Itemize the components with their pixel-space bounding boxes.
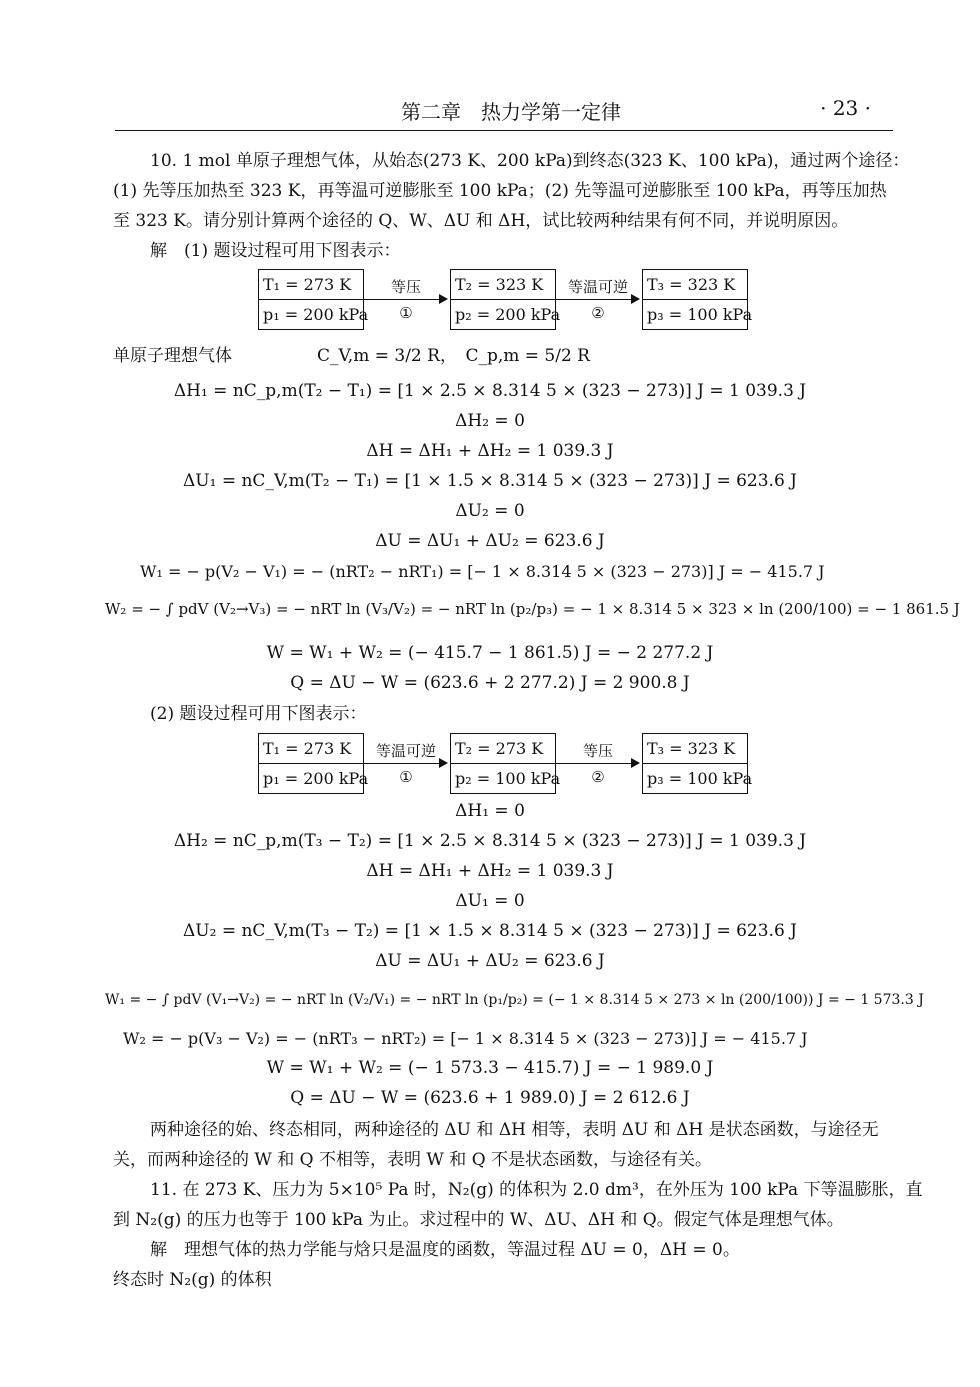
equation: ΔH₂ = 0 (455, 411, 525, 431)
arrow-line (364, 763, 440, 764)
diagram1-state-1 (258, 269, 369, 330)
diagram1-state-3 (642, 269, 753, 330)
step-label: 等压 (582, 742, 613, 760)
equation: ΔH = ΔH₁ + ΔH₂ = 1 039.3 J (366, 441, 614, 461)
diagram2-state-3 (642, 733, 753, 794)
diagram1-step-2-arrow (556, 269, 640, 329)
diagram1-step-1-arrow (364, 269, 448, 329)
arrow-line (364, 299, 440, 300)
state-temperature: T₃ = 323 K (647, 275, 736, 294)
problem-10-line-3: 至 323 K。请分别计算两个途径的 Q、W、ΔU 和 ΔH，试比较两种结果有何不同，并说明原因。 (113, 211, 849, 231)
chapter-title: 第二章 热力学第一定律 (401, 100, 621, 124)
equation: ΔU = ΔU₁ + ΔU₂ = 623.6 J (375, 531, 605, 551)
arrow-line (556, 299, 632, 300)
equation: ΔH₂ = nC_p,m(T₃ − T₂) = [1 × 2.5 × 8.314 5 × (323 − 273)] J = 1 039.3 J (173, 831, 807, 851)
state-temperature: T₂ = 273 K (455, 739, 544, 758)
state-pressure: p₂ = 200 kPa (451, 299, 555, 329)
page-number: · 23 · (820, 96, 871, 120)
final-volume-line: 终态时 N₂(g) 的体积 (113, 1270, 272, 1290)
problem-11-line-2: 到 N₂(g) 的压力也等于 100 kPa 为止。求过程中的 W、ΔU、ΔH 和 Q。假定气体是理想气体。 (113, 1210, 844, 1230)
arrow-head-icon (631, 294, 640, 304)
problem-10-line-2: (1) 先等压加热至 323 K，再等温可逆膨胀至 100 kPa；(2) 先等温可逆膨胀至 100 kPa，再等压加热 (113, 181, 887, 201)
equation: W₂ = − p(V₃ − V₂) = − (nRT₃ − nRT₂) = [− 1 × 8.314 5 × (323 − 273)] J = − 415.7 J (123, 1029, 808, 1048)
equation: W = W₁ + W₂ = (− 415.7 − 1 861.5) J = − 2 277.2 J (266, 643, 714, 663)
equation: ΔU₂ = 0 (455, 501, 525, 521)
solution-part-2-intro: (2) 题设过程可用下图表示： (150, 704, 367, 724)
equation: W₁ = − ∫ pdV (V₁→V₂) = − nRT ln (V₂/V₁) = − nRT ln (p₁/p₂) = (− 1 × 8.314 5 × 273 × ln (200/100)) J = − 1 573.3 J (105, 992, 924, 1008)
diagram2-state-1 (258, 733, 369, 794)
state-pressure: p₃ = 100 kPa (643, 299, 747, 329)
equation: ΔH₁ = nC_p,m(T₂ − T₁) = [1 × 2.5 × 8.314 5 × (323 − 273)] J = 1 039.3 J (173, 381, 807, 401)
arrow-head-icon (439, 294, 448, 304)
equation: Q = ΔU − W = (623.6 + 1 989.0) J = 2 612.6 J (290, 1088, 690, 1108)
problem-10-line-1: 10. 1 mol 单原子理想气体，从始态(273 K、200 kPa)到终态(323 K、100 kPa)，通过两个途径： (150, 151, 910, 171)
state-temperature: T₂ = 323 K (455, 275, 544, 294)
solution-part-1-intro: 解 (1) 题设过程可用下图表示： (150, 241, 401, 261)
state-pressure: p₁ = 200 kPa (259, 763, 363, 793)
step-number: ② (591, 304, 605, 322)
step-number: ① (399, 768, 413, 786)
equation: W₂ = − ∫ pdV (V₂→V₃) = − nRT ln (V₃/V₂) = − nRT ln (p₂/p₃) = − 1 × 8.314 5 × 323 × ln (200/100) = − 1 861.5 J (105, 600, 960, 618)
conclusion-line-2: 关，而两种途径的 W 和 Q 不相等，表明 W 和 Q 不是状态函数，与途径有关。 (113, 1150, 713, 1170)
equation: ΔU₂ = nC_V,m(T₃ − T₂) = [1 × 1.5 × 8.314 5 × (323 − 273)] J = 623.6 J (183, 921, 797, 941)
step-label: 等压 (390, 278, 421, 296)
arrow-head-icon (439, 758, 448, 768)
heat-capacity-line: 单原子理想气体 C_V,m = 3/2 R， C_p,m = 5/2 R (113, 346, 590, 366)
diagram2-state-2 (450, 733, 561, 794)
solution-11-line: 解 理想气体的热力学能与焓只是温度的函数，等温过程 ΔU = 0，ΔH = 0。 (150, 1240, 740, 1260)
diagram2-step-1-arrow (364, 733, 448, 793)
equation: ΔH = ΔH₁ + ΔH₂ = 1 039.3 J (366, 861, 614, 881)
diagram2-step-2-arrow (556, 733, 640, 793)
equation: ΔU₁ = 0 (455, 891, 525, 911)
diagram1-state-2 (450, 269, 561, 330)
equation: ΔU₁ = nC_V,m(T₂ − T₁) = [1 × 1.5 × 8.314 5 × (323 − 273)] J = 623.6 J (183, 471, 797, 491)
problem-11-line-1: 11. 在 273 K、压力为 5×10⁵ Pa 时，N₂(g) 的体积为 2.0 dm³，在外压为 100 kPa 下等温膨胀，直 (150, 1180, 923, 1200)
step-label: 等温可逆 (375, 742, 436, 760)
equation: Q = ΔU − W = (623.6 + 2 277.2) J = 2 900.8 J (290, 673, 690, 693)
step-number: ② (591, 768, 605, 786)
running-header (115, 96, 893, 131)
equation: W = W₁ + W₂ = (− 1 573.3 − 415.7) J = − 1 989.0 J (266, 1058, 714, 1078)
state-pressure: p₁ = 200 kPa (259, 299, 363, 329)
state-temperature: T₁ = 273 K (263, 275, 352, 294)
conclusion-line-1: 两种途径的始、终态相同，两种途径的 ΔU 和 ΔH 相等，表明 ΔU 和 ΔH 是状态函数，与途径无 (150, 1120, 879, 1140)
equation: ΔH₁ = 0 (455, 801, 525, 821)
arrow-head-icon (631, 758, 640, 768)
state-pressure: p₂ = 100 kPa (451, 763, 555, 793)
step-label: 等温可逆 (567, 278, 628, 296)
arrow-line (556, 763, 632, 764)
state-temperature: T₃ = 323 K (647, 739, 736, 758)
step-number: ① (399, 304, 413, 322)
state-temperature: T₁ = 273 K (263, 739, 352, 758)
equation: ΔU = ΔU₁ + ΔU₂ = 623.6 J (375, 951, 605, 971)
state-pressure: p₃ = 100 kPa (643, 763, 747, 793)
equation: W₁ = − p(V₂ − V₁) = − (nRT₂ − nRT₁) = [− 1 × 8.314 5 × (323 − 273)] J = − 415.7 J (140, 562, 825, 581)
